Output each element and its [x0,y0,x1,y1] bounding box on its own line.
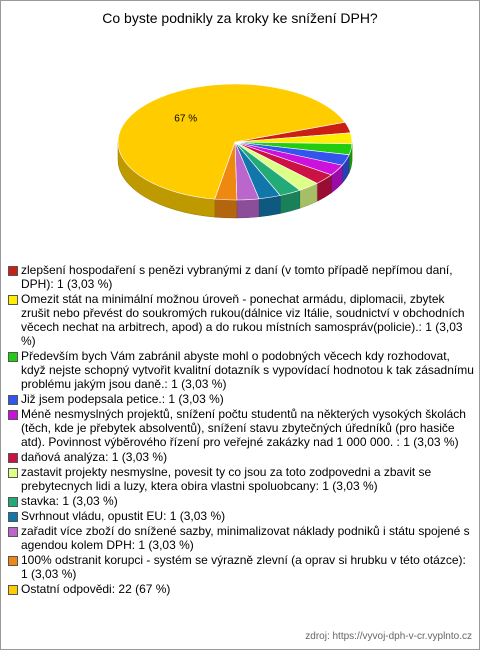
legend-item [8,292,474,348]
legend-label: Ostatní odpovědi: 22 (67 %) [21,582,171,596]
legend-swatch [8,527,18,537]
pie-slice-side-11 [215,199,237,218]
legend-item [8,524,474,552]
legend-swatch [8,468,18,478]
legend-swatch [8,410,18,420]
legend-label: zastavit projekty nesmyslne, povesit ty co jsou za toto zodpovedni a zbavit se prebytecnych lidi a luzy, ktera obira vlastni spoluobcany: 1 (3,03 %) [21,465,432,493]
legend-label: Méně nesmyslných projektů, snížení počtu studentů na některých vysokých školách (těch, kde je přebytek absolventů), snížení stavu zbytečných úředníků (pro hasiče atd). Povinnost výběrového řízení pro veřejné zakázky nad 1 000 000. : 1 (3,03 %) [21,407,466,449]
legend-swatch [8,512,18,522]
pie-slice-side-10 [237,199,259,218]
legend-item [8,553,474,581]
legend-label: stavka: 1 (3,03 %) [21,494,118,508]
legend-item [8,263,474,291]
legend-item [8,349,474,391]
chart-title: Co byste podnikly za kroky ke snížení DPH? [102,10,378,26]
legend-label: Především bych Vám zabránil abyste mohl o podobných věcech kdy rozhodovat, když nejste schopný vytvořit kvalitní dotazník s vypovídací hodnotou k tak zásadnímu problému jakým jsou daně.: 1 (3,03 %) [21,349,474,391]
legend-swatch [8,266,18,276]
legend-label: zařadit více zboží do snížené sazby, minimalizovat náklady podniků i státu spojené s agendou kolem DPH: 1 (3,03 %) [21,524,470,552]
legend-label: 100% odstranit korupci - systém se výrazně zlevní (a oprav si hrubku v této otázce): 1 (3,03 %) [21,553,466,581]
legend-swatch [8,556,18,566]
legend-label: daňová analýza: 1 (3,03 %) [21,450,168,464]
legend-swatch [8,585,18,595]
legend-label: Již jsem podepsala petice.: 1 (3,03 %) [21,392,224,406]
legend-swatch [8,395,18,405]
source-note: zdroj: https://vyvoj-dph-v-cr.vyplnto.cz [305,631,472,642]
legend-label: Omezit stát na minimální možnou úroveň - ponechat armádu, diplomacii, zbytek zrušit nebo převést do soukromých rukou(dálnice viz Itálie, soudnictví v obchodních věcech nechat na arbitrech, apod) a do rukou místních samospráv(policie).: 1 (3,03 %) [21,292,465,348]
legend-swatch [8,295,18,305]
legend-label: Svrhnout vládu, opustit EU: 1 (3,03 %) [21,509,226,523]
legend-item [8,494,474,508]
legend-item [8,582,474,596]
slice-data-label: 67 % [174,113,198,125]
legend-item [8,407,474,449]
legend-item [8,450,474,464]
legend-swatch [8,352,18,362]
pie-chart [0,0,480,260]
legend-item [8,392,474,406]
legend-swatch [8,453,18,463]
legend-item [8,465,474,493]
legend-swatch [8,497,18,507]
legend [8,263,474,597]
legend-item [8,509,474,523]
legend-label: zlepšení hospodaření s penězi vybranými z daní (v tomto případě nepřímou daní, DPH): 1 (3,03 %) [21,263,453,291]
